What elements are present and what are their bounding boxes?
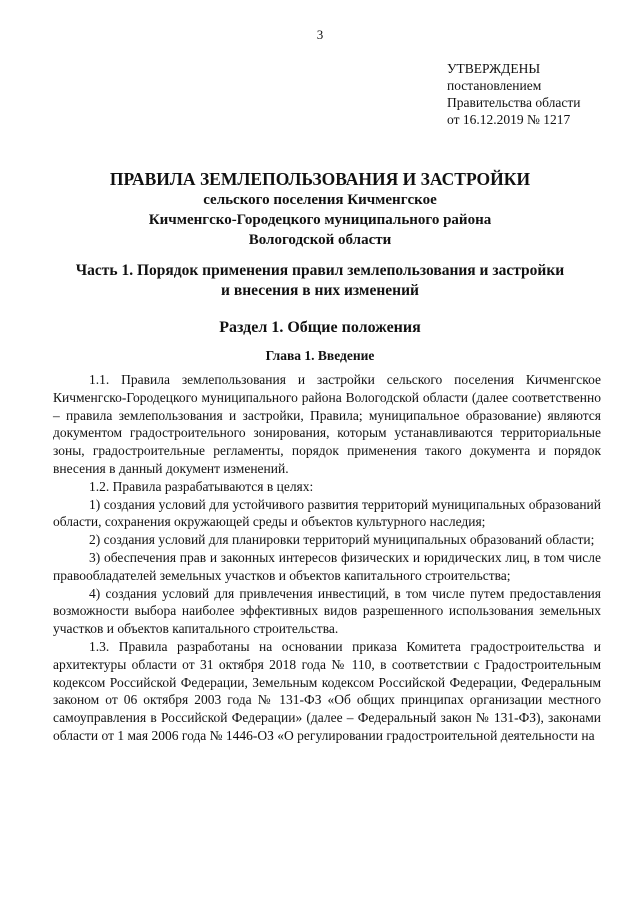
list-item-1: 1) создания условий для устойчивого развития территорий муниципальных образований области, сохранения окружающей среды и объектов культурного наследия; xyxy=(53,496,601,530)
section-heading: Раздел 1. Общие положения xyxy=(219,319,421,336)
chapter-heading: Глава 1. Введение xyxy=(265,348,375,363)
approval-line-3: Правительства области xyxy=(447,95,581,110)
approval-line-1: УТВЕРЖДЕНЫ xyxy=(447,61,541,76)
document-title xyxy=(40,168,600,250)
paragraph-1-2: 1.2. Правила разрабатываются в целях: xyxy=(89,478,314,494)
title-line-2: сельского поселения Кичменгское xyxy=(203,192,437,208)
paragraph-1-1: 1.1. Правила землепользования и застройки сельского поселения Кичменгское Кичменгско-Городецкого муниципального района Вологодской области (далее соответственно – правила землепользования и застройки, Правила; муниципальное образование) являются документом градостроительного зонирования, которым устанавливаются территориальные зоны, градостроительные регламенты, порядок применения такого документа и порядок внесения в данный документ изменений. xyxy=(53,372,601,476)
approval-block xyxy=(447,60,580,128)
paragraph-1-3: 1.3. Правила разработаны на основании приказа Комитета градостроительства и архитектуры области от 31 октября 2018 года № 110, в соответствии с Градостроительным кодексом Российской Федерации, Земельным кодексом Российской Федерации, Федеральным законом от 06 октября 2003 года № 131-ФЗ «Об общих принципах организации местного самоуправления в Российской Федерации» (далее – Федеральный закон № 131-ФЗ), законами области от 1 мая 2006 года № 1446-ОЗ «О регулировании градостроительной деятельности на xyxy=(53,638,601,743)
list-item-3: 3) обеспечения прав и законных интересов физических и юридических лиц, в том числе правообладателей земельных участков и объектов капитального строительства; xyxy=(53,549,601,583)
page-number: 3 xyxy=(316,27,324,42)
title-main: ПРАВИЛА ЗЕМЛЕПОЛЬЗОВАНИЯ И ЗАСТРОЙКИ xyxy=(109,169,531,189)
part-heading-line-2: и внесения в них изменений xyxy=(221,282,419,299)
body-text xyxy=(53,371,601,745)
title-line-4: Вологодской области xyxy=(248,232,392,248)
list-item-2: 2) создания условий для планировки территорий муниципальных образований области; xyxy=(89,532,595,548)
approval-line-2: постановлением xyxy=(447,78,542,93)
part-heading xyxy=(40,261,600,301)
title-line-3: Кичменгско-Городецкого муниципального района xyxy=(148,212,492,228)
list-item-4: 4) создания условий для привлечения инвестиций, в том числе путем предоставления возможности выбора наиболее эффективных видов разрешенного использования земельных участков и объектов капитального строительства. xyxy=(53,585,601,637)
approval-line-4: от 16.12.2019 № 1217 xyxy=(447,112,571,127)
part-heading-line-1: Часть 1. Порядок применения правил землепользования и застройки xyxy=(75,262,565,279)
